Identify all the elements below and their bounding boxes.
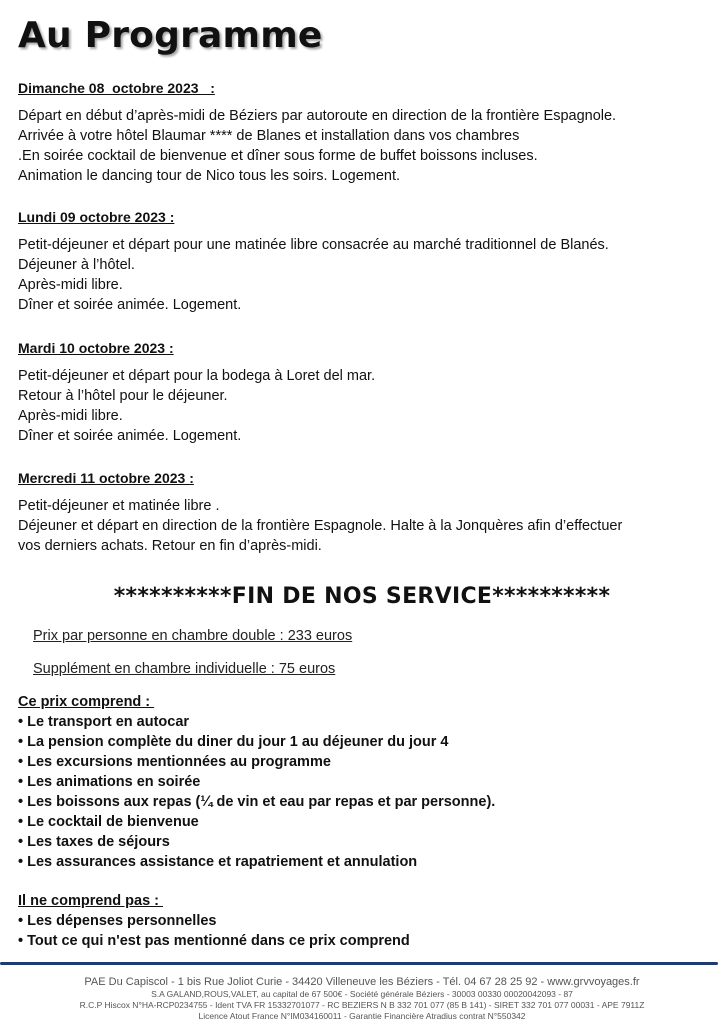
includes-item: • Les animations en soirée — [18, 774, 201, 790]
footer-company-info: S.A GALAND,ROUS,VALET, au capital de 67 500€ - Société générale Béziers - 30003 00330 00020042093 - 87 — [151, 989, 573, 999]
includes-item: • Les excursions mentionnées au programme — [18, 754, 331, 770]
includes-item: • Les assurances assistance et rapatriement et annulation — [18, 854, 418, 870]
end-of-services-banner: **********FIN DE NOS SERVICE********** — [113, 584, 611, 609]
footer-divider — [0, 962, 718, 965]
day-line: Petit-déjeuner et matinée libre . — [18, 498, 220, 514]
footer-address: PAE Du Capiscol - 1 bis Rue Joliot Curie - 34420 Villeneuve les Béziers - Tél. 04 67 28 25 92 - www.grvvoyages.fr — [84, 976, 640, 988]
excludes-heading: Il ne comprend pas : — [18, 893, 164, 909]
day-line: Petit-déjeuner et départ pour la bodega à Loret del mar. — [18, 368, 376, 384]
includes-item: • Les boissons aux repas (¼ de vin et eau par repas et par personne). — [18, 794, 496, 810]
day-line: Après-midi libre. — [18, 277, 123, 293]
excludes-item: • Tout ce qui n'est pas mentionné dans ce prix comprend — [18, 933, 410, 949]
day-line: Déjeuner et départ en direction de la frontière Espagnole. Halte à la Jonquères afin d’effectuer — [18, 518, 623, 534]
day-line: Animation le dancing tour de Nico tous les soirs. Logement. — [18, 168, 401, 184]
day-line: Dîner et soirée animée. Logement. — [18, 428, 242, 444]
day-section-sunday — [18, 79, 708, 186]
day-section-wednesday — [18, 469, 708, 556]
day-line: Retour à l’hôtel pour le déjeuner. — [18, 388, 228, 404]
day-section-monday — [18, 208, 708, 315]
day-heading: Mardi 10 octobre 2023 : — [18, 340, 174, 356]
day-line: Déjeuner à l’hôtel. — [18, 257, 135, 273]
day-heading: Dimanche 08 octobre 2023 : — [18, 80, 215, 96]
day-line: Dîner et soirée animée. Logement. — [18, 297, 242, 313]
day-section-tuesday — [18, 339, 708, 446]
day-heading: Lundi 09 octobre 2023 : — [18, 209, 175, 225]
day-line: Départ en début d’après-midi de Béziers par autoroute en direction de la frontière Espagnole. — [18, 108, 617, 124]
excludes-section — [18, 891, 708, 951]
day-line: Arrivée à votre hôtel Blaumar **** de Blanes et installation dans vos chambres — [18, 128, 520, 144]
day-heading: Mercredi 11 octobre 2023 : — [18, 470, 194, 486]
includes-item: • Le transport en autocar — [18, 714, 190, 730]
day-line: vos derniers achats. Retour en fin d’après-midi. — [18, 538, 322, 554]
day-line: .En soirée cocktail de bienvenue et dîner sous forme de buffet boissons incluses. — [18, 148, 538, 164]
day-line: Après-midi libre. — [18, 408, 123, 424]
day-line: Petit-déjeuner et départ pour une matinée libre consacrée au marché traditionnel de Blanés. — [18, 237, 609, 253]
includes-heading: Ce prix comprend : — [18, 694, 155, 710]
supplement-single-room: Supplément en chambre individuelle : 75 euros — [33, 661, 336, 677]
includes-item: • Le cocktail de bienvenue — [18, 814, 199, 830]
includes-item: • Les taxes de séjours — [18, 834, 170, 850]
footer-license-info: Licence Atout France N°IM034160011 - Garantie Financière Atradius contrat N°550342 — [198, 1011, 526, 1021]
excludes-item: • Les dépenses personnelles — [18, 913, 217, 929]
page-title: Au Programme — [18, 15, 323, 56]
includes-item: • La pension complète du diner du jour 1 au déjeuner du jour 4 — [18, 734, 449, 750]
footer-registration-info: R.C.P Hiscox N°HA-RCP0234755 - Ident TVA FR 15332701077 - RC BEZIERS N B 332 701 077 (85 B 141) - SIRET 332 701 077 00031 - APE 7911Z — [79, 1000, 645, 1010]
price-double-room: Prix par personne en chambre double : 233 euros — [33, 628, 353, 644]
includes-section — [18, 692, 708, 872]
